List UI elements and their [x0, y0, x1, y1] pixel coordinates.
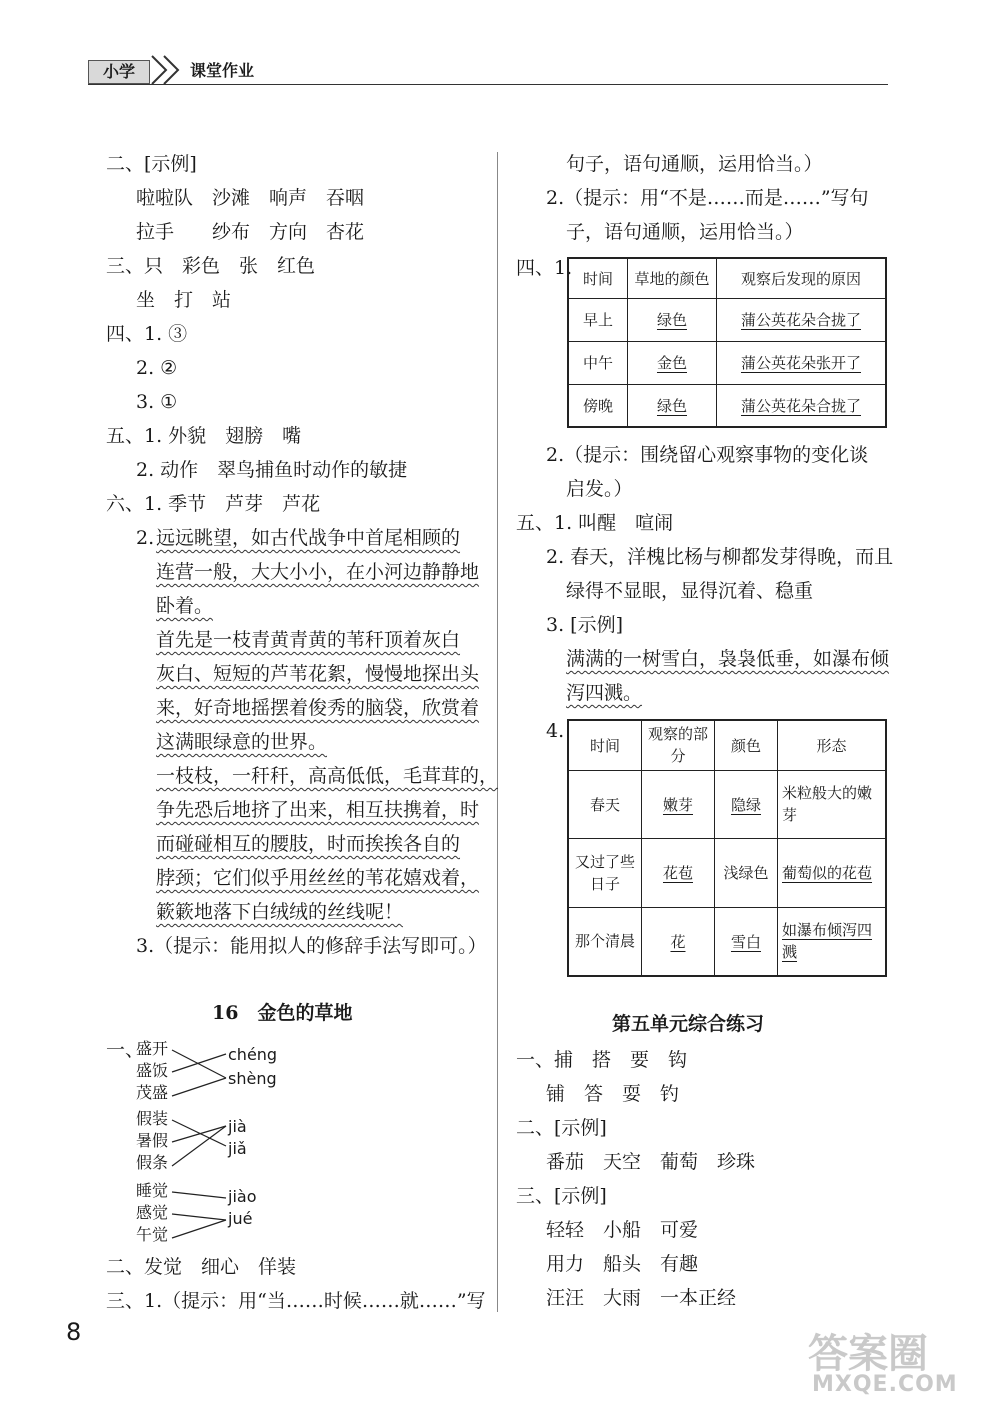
table-header: 颜色: [715, 720, 778, 770]
answer-line: 啦啦队 沙滩 响声 吞咽: [136, 187, 365, 209]
quoted-line: 来，好奇地摇摆着俊秀的脑袋，欣赏着: [156, 697, 480, 719]
header-title: 课堂作业: [190, 61, 255, 80]
quoted-line: 簌簌地落下白绒绒的丝线呢！: [156, 901, 404, 923]
match-word: 盛饭: [136, 1061, 169, 1080]
table-cell: 绿色: [628, 384, 717, 427]
observation-table-1: [567, 257, 887, 428]
observation-table-2: [567, 719, 887, 977]
match-pinyin: jiào: [228, 1187, 257, 1206]
header-badge: 小学: [88, 60, 150, 84]
answer-line: 坐 打 站: [136, 289, 232, 311]
question-label: 4.: [546, 720, 565, 742]
table-cell: 浅绿色: [715, 838, 778, 907]
answer-line: 2. ②: [136, 357, 178, 379]
quoted-line: 而碰碰相互的腰肢，时而挨挨各自的: [156, 833, 461, 855]
answer-line: 五、1. 叫醒 喧闹: [516, 512, 674, 534]
table-header: 形态: [778, 720, 887, 770]
match-word: 暑假: [136, 1131, 169, 1150]
match-lines: [170, 1182, 230, 1248]
table-header: 草地的颜色: [628, 258, 717, 298]
answer-line: 番茄 天空 葡萄 珍珠: [546, 1151, 756, 1173]
match-group-1: [136, 1038, 168, 1104]
answer-line: 二、发觉 细心 佯装: [106, 1256, 297, 1278]
table-cell: 花苞: [642, 838, 715, 907]
match-word: 假条: [136, 1153, 169, 1172]
quoted-line: 泻四溅。: [566, 682, 643, 704]
table-cell: 傍晚: [568, 384, 628, 427]
quoted-line: 满满的一树雪白，袅袅低垂，如瀑布倾: [566, 648, 890, 670]
answer-line: 汪汪 大雨 一本正经: [546, 1287, 737, 1309]
answer-line: 2. 动作 翠鸟捕鱼时动作的敏捷: [136, 459, 408, 481]
answer-line: 三、1.（提示：用“当……时候……就……”写: [106, 1290, 486, 1312]
answer-line: 2.: [136, 527, 155, 549]
table-cell: 葡萄似的花苞: [778, 838, 887, 907]
answer-line: 三、[示例]: [516, 1185, 607, 1207]
match-group-2: [136, 1108, 168, 1174]
table-cell: 早上: [568, 298, 628, 341]
table-cell: 那个清晨: [568, 907, 642, 976]
table-header: 观察的部分: [642, 720, 715, 770]
answer-line: 2.（提示：围绕留心观察事物的变化谈: [546, 444, 869, 466]
match-word: 盛开: [136, 1039, 169, 1058]
table-cell: 隐绿: [715, 770, 778, 838]
table-cell: 蒲公英花朵张开了: [717, 341, 887, 384]
table-cell: 雪白: [715, 907, 778, 976]
page-number: 8: [66, 1318, 82, 1346]
answer-line: 绿得不显眼，显得沉着、稳重: [566, 580, 814, 602]
table-cell: 嫩芽: [642, 770, 715, 838]
lesson-title: 16 金色的草地: [212, 1002, 353, 1024]
table-header: 观察后发现的原因: [717, 258, 887, 298]
watermark-url: MXQE.COM: [812, 1372, 958, 1397]
answer-line: 2.（提示：用“不是……而是……”写句: [546, 187, 869, 209]
answer-line: 六、1. 季节 芦芽 芦花: [106, 493, 321, 515]
question-label: 四、1.: [516, 257, 573, 279]
answer-line: 二、[示例]: [516, 1117, 607, 1139]
table-cell: 米粒般大的嫩芽: [778, 770, 887, 838]
table-cell: 中午: [568, 341, 628, 384]
table-cell: 花: [642, 907, 715, 976]
match-pinyin: jià: [228, 1117, 247, 1136]
match-lines: [170, 1110, 230, 1176]
match-word: 睡觉: [136, 1181, 169, 1200]
table-header: 时间: [568, 258, 628, 298]
table-cell: 春天: [568, 770, 642, 838]
header-rule: [88, 84, 888, 85]
table-cell: 又过了些日子: [568, 838, 642, 907]
quoted-line: 脖颈；它们似乎用丝丝的苇花嬉戏着，: [156, 867, 480, 889]
answer-line: 轻轻 小船 可爱: [546, 1219, 699, 1241]
answer-line: 铺 答 耍 钓: [546, 1083, 680, 1105]
quoted-line: 远远眺望，如古代战争中首尾相顾的: [156, 527, 461, 549]
answer-line: 2. 春天，洋槐比杨与柳都发芽得晚，而且: [546, 546, 894, 568]
match-pinyin: jiǎ: [228, 1139, 247, 1158]
table-cell: 金色: [628, 341, 717, 384]
table-cell: 蒲公英花朵合拢了: [717, 384, 887, 427]
watermark-logo: 答案圈: [808, 1331, 928, 1377]
table-cell: 如瀑布倾泻四溅: [778, 907, 887, 976]
answer-line: 子，语句通顺，运用恰当。）: [566, 221, 804, 243]
answer-line: 三、只 彩色 张 红色: [106, 255, 316, 277]
match-word: 假装: [136, 1109, 169, 1128]
unit-title: 第五单元综合练习: [612, 1013, 765, 1035]
answer-line: 3. [示例]: [546, 614, 623, 636]
match-lines: [170, 1040, 230, 1106]
match-pinyin: shèng: [228, 1069, 277, 1088]
quoted-line: 连营一般，大大小小，在小河边静静地: [156, 561, 480, 583]
answer-line: 3. ①: [136, 391, 178, 413]
table-cell: 绿色: [628, 298, 717, 341]
match-pinyin: chéng: [228, 1045, 278, 1064]
answer-line: 二、[示例]: [106, 153, 197, 175]
answer-line: 句子，语句通顺，运用恰当。）: [566, 153, 823, 175]
match-group-3: [136, 1180, 168, 1246]
quoted-line: 争先恐后地挤了出来，相互扶携着，时: [156, 799, 480, 821]
double-chevron-icon: [150, 54, 186, 86]
quoted-line: 灰白、短短的芦苇花絮，慢慢地探出头: [156, 663, 480, 685]
table-cell: 蒲公英花朵合拢了: [717, 298, 887, 341]
answer-line: 用力 船头 有趣: [546, 1253, 699, 1275]
answer-line: 四、1. ③: [106, 323, 188, 345]
answer-line: 拉手 纱布 方向 杏花: [136, 221, 365, 243]
match-word: 茂盛: [136, 1083, 169, 1102]
quoted-line: 一枝枝，一秆秆，高高低低，毛茸茸的，: [156, 765, 499, 787]
question-label: 一、: [106, 1039, 145, 1061]
answer-line: 3.（提示：能用拟人的修辞手法写即可。）: [136, 935, 487, 957]
answer-line: 一、捕 搭 要 钩: [516, 1049, 688, 1071]
column-divider: [497, 152, 498, 1312]
quoted-line: 首先是一枝青黄青黄的苇秆顶着灰白: [156, 629, 461, 651]
quoted-line: 卧着。: [156, 595, 214, 617]
answer-line: 启发。）: [566, 478, 633, 500]
match-pinyin: jué: [228, 1209, 253, 1228]
answer-line: 五、1. 外貌 翅膀 嘴: [106, 425, 302, 447]
quoted-line: 这满眼绿意的世界。: [156, 731, 328, 753]
table-header: 时间: [568, 720, 642, 770]
match-word: 感觉: [136, 1203, 169, 1222]
match-word: 午觉: [136, 1225, 169, 1244]
